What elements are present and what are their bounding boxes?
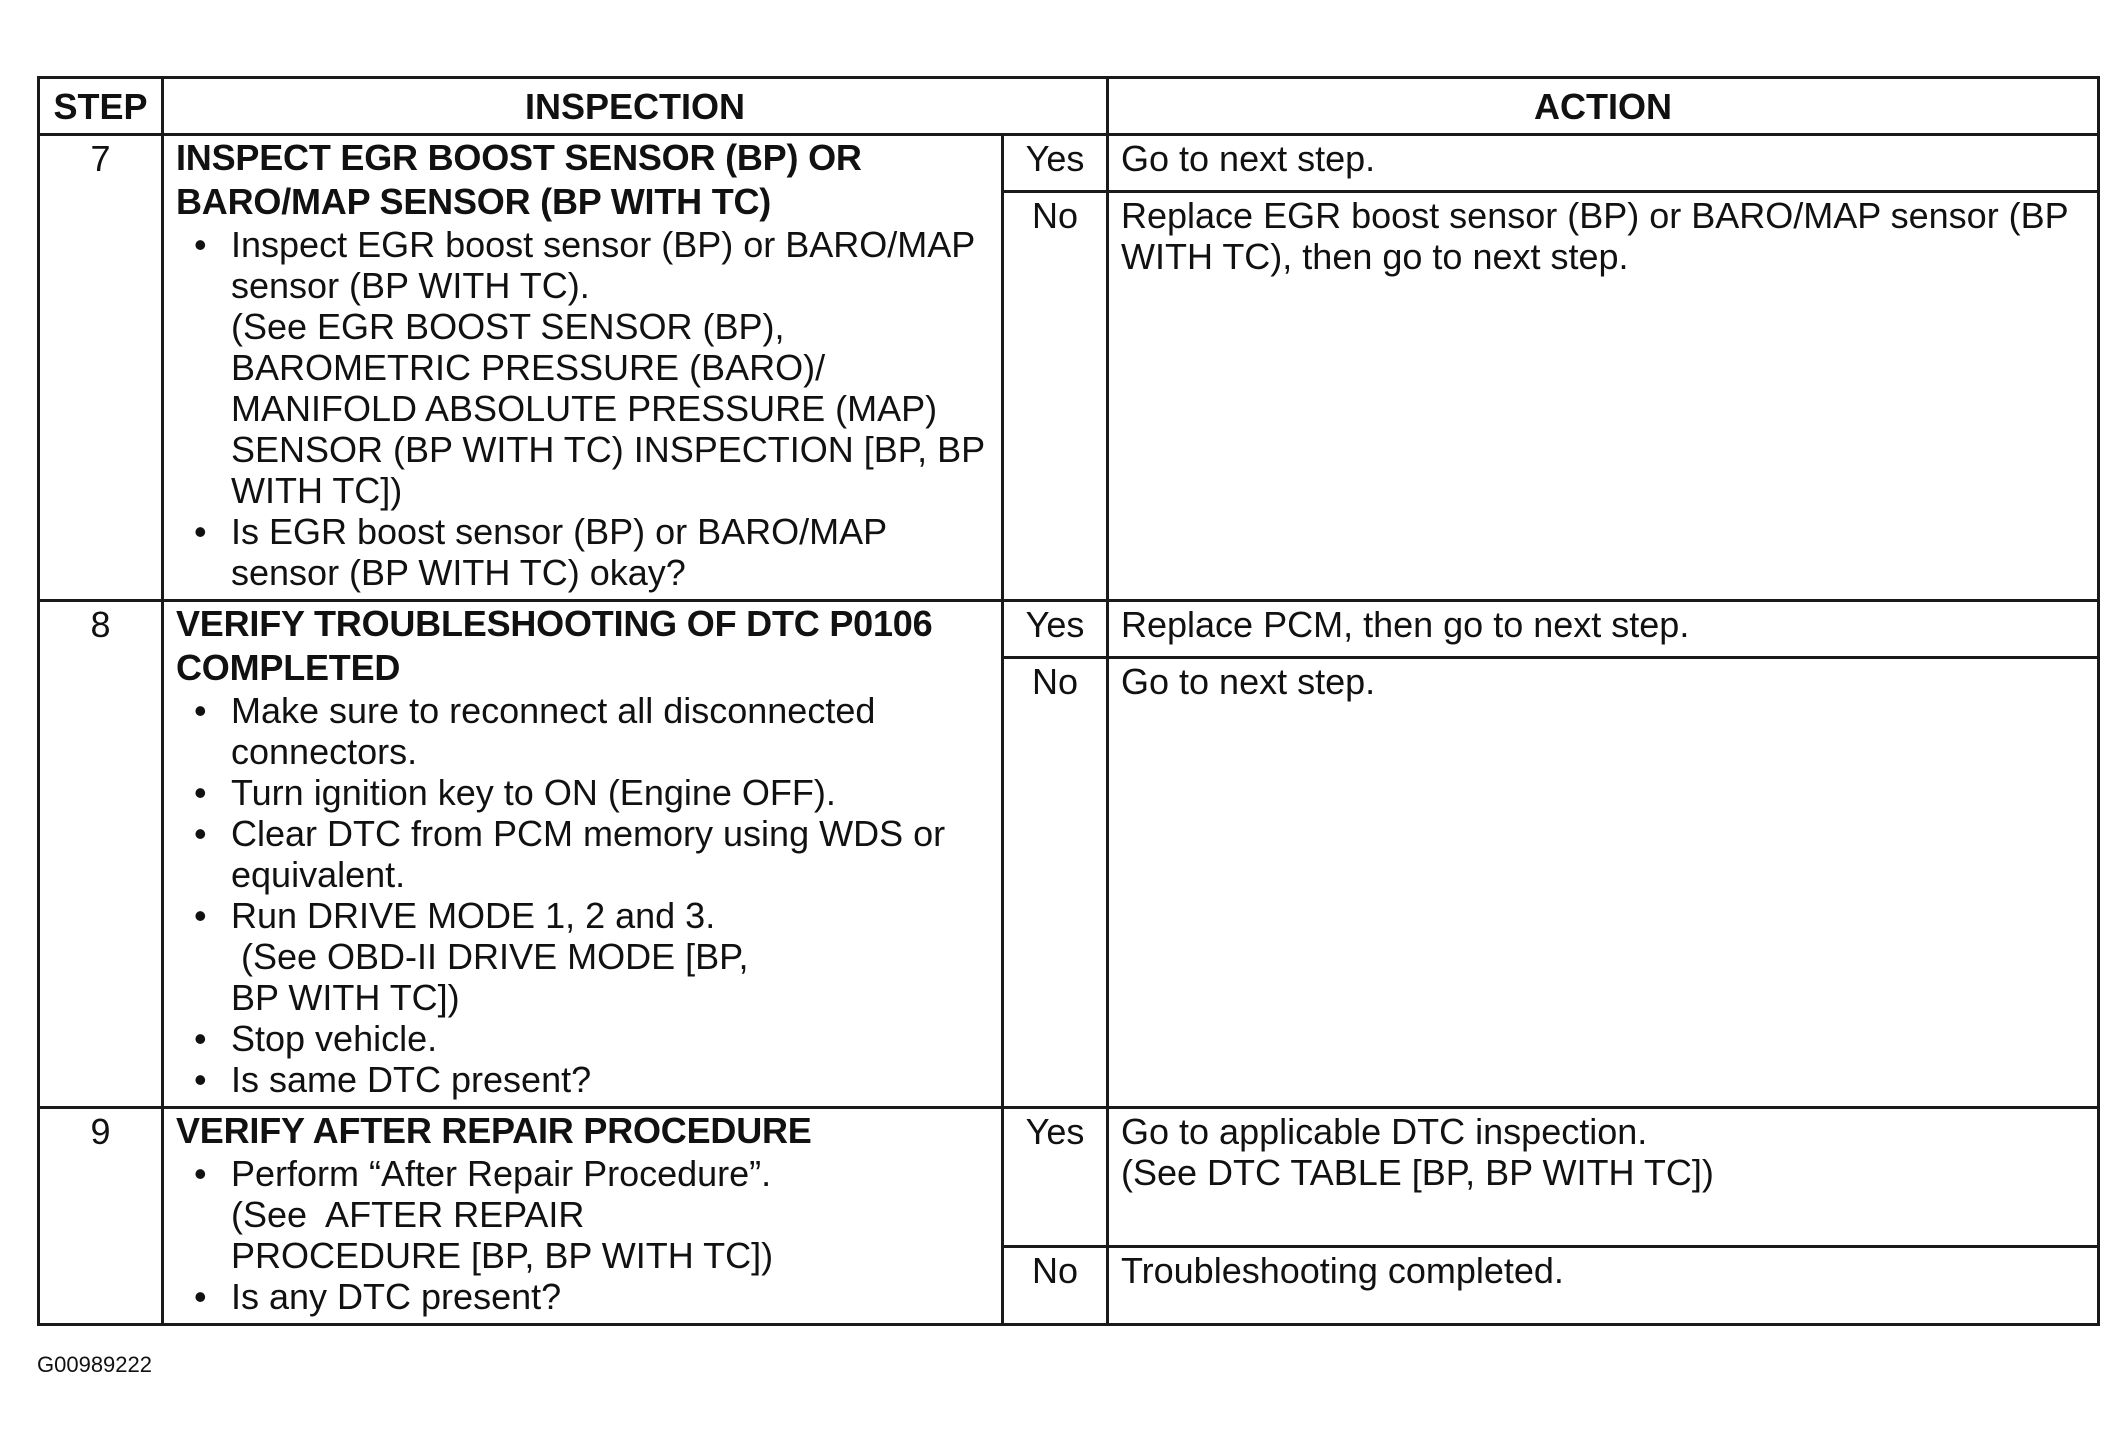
header-step: STEP	[39, 78, 163, 135]
table-row	[39, 135, 2099, 192]
yes-label: Yes	[1003, 1108, 1108, 1247]
figure-code: G00989222	[37, 1352, 152, 1377]
no-label: No	[1003, 658, 1108, 1108]
bullet-dot: •	[194, 1153, 207, 1194]
yes-action: Replace PCM, then go to next step.	[1108, 601, 2099, 658]
bullet-dot: •	[194, 895, 207, 936]
yes-label: Yes	[1003, 135, 1108, 192]
list-item: • Make sure to reconnect all disconnected connectors.	[194, 690, 876, 772]
step-number: 8	[39, 601, 163, 1108]
bullet-dot: •	[194, 1059, 207, 1100]
list-item: • Inspect EGR boost sensor (BP) or BARO/MAP sensor (BP WITH TC). (See EGR BOOST SENSOR (BP), BAROMETRIC PRESSURE (BARO)/ MANIFOLD ABSOLUTE PRESSURE (MAP) SENSOR (BP WITH TC) INSPECTION [BP, BP WITH TC])	[194, 224, 986, 511]
no-label: No	[1003, 192, 1108, 601]
bullet-dot: •	[194, 813, 207, 854]
inspection-bullets	[176, 1153, 991, 1317]
bullet-dot: •	[194, 690, 207, 731]
table-row	[39, 1108, 2099, 1247]
bullet-dot: •	[194, 224, 207, 265]
bullet-dot: •	[194, 1018, 207, 1059]
yes-action: Go to applicable DTC inspection. (See DTC TABLE [BP, BP WITH TC])	[1108, 1108, 2099, 1247]
bullet-dot: •	[194, 772, 207, 813]
table-header-row	[39, 78, 2099, 135]
inspection-title: INSPECT EGR BOOST SENSOR (BP) OR BARO/MAP SENSOR (BP WITH TC)	[176, 137, 862, 222]
inspection-bullets	[176, 690, 991, 1100]
list-item: • Is EGR boost sensor (BP) or BARO/MAP sensor (BP WITH TC) okay?	[194, 511, 888, 593]
inspection-bullets	[176, 224, 991, 593]
bullet-dot: •	[194, 511, 207, 552]
step-number: 9	[39, 1108, 163, 1325]
header-action: ACTION	[1108, 78, 2099, 135]
list-item: • Is any DTC present?	[194, 1276, 562, 1317]
bullet-dot: •	[194, 1276, 207, 1317]
inspection-cell	[163, 1108, 1003, 1325]
table-row	[39, 601, 2099, 658]
troubleshooting-table	[37, 76, 2100, 1326]
inspection-cell	[163, 135, 1003, 601]
yes-action: Go to next step.	[1108, 135, 2099, 192]
yes-label: Yes	[1003, 601, 1108, 658]
header-inspection: INSPECTION	[163, 78, 1108, 135]
no-action: Replace EGR boost sensor (BP) or BARO/MAP sensor (BP WITH TC), then go to next step.	[1108, 192, 2099, 601]
inspection-title: VERIFY AFTER REPAIR PROCEDURE	[176, 1110, 812, 1151]
list-item: • Clear DTC from PCM memory using WDS or equivalent.	[194, 813, 946, 895]
list-item: • Perform “After Repair Procedure”. (See AFTER REPAIR PROCEDURE [BP, BP WITH TC])	[194, 1153, 774, 1276]
no-action: Troubleshooting completed.	[1108, 1247, 2099, 1325]
list-item: • Is same DTC present?	[194, 1059, 592, 1100]
no-label: No	[1003, 1247, 1108, 1325]
step-number: 7	[39, 135, 163, 601]
inspection-title: VERIFY TROUBLESHOOTING OF DTC P0106 COMPLETED	[176, 603, 933, 688]
inspection-cell	[163, 601, 1003, 1108]
list-item: • Run DRIVE MODE 1, 2 and 3. (See OBD-II DRIVE MODE [BP, BP WITH TC])	[194, 895, 749, 1018]
list-item: • Stop vehicle.	[194, 1018, 438, 1059]
list-item: • Turn ignition key to ON (Engine OFF).	[194, 772, 836, 813]
no-action: Go to next step.	[1108, 658, 2099, 1108]
